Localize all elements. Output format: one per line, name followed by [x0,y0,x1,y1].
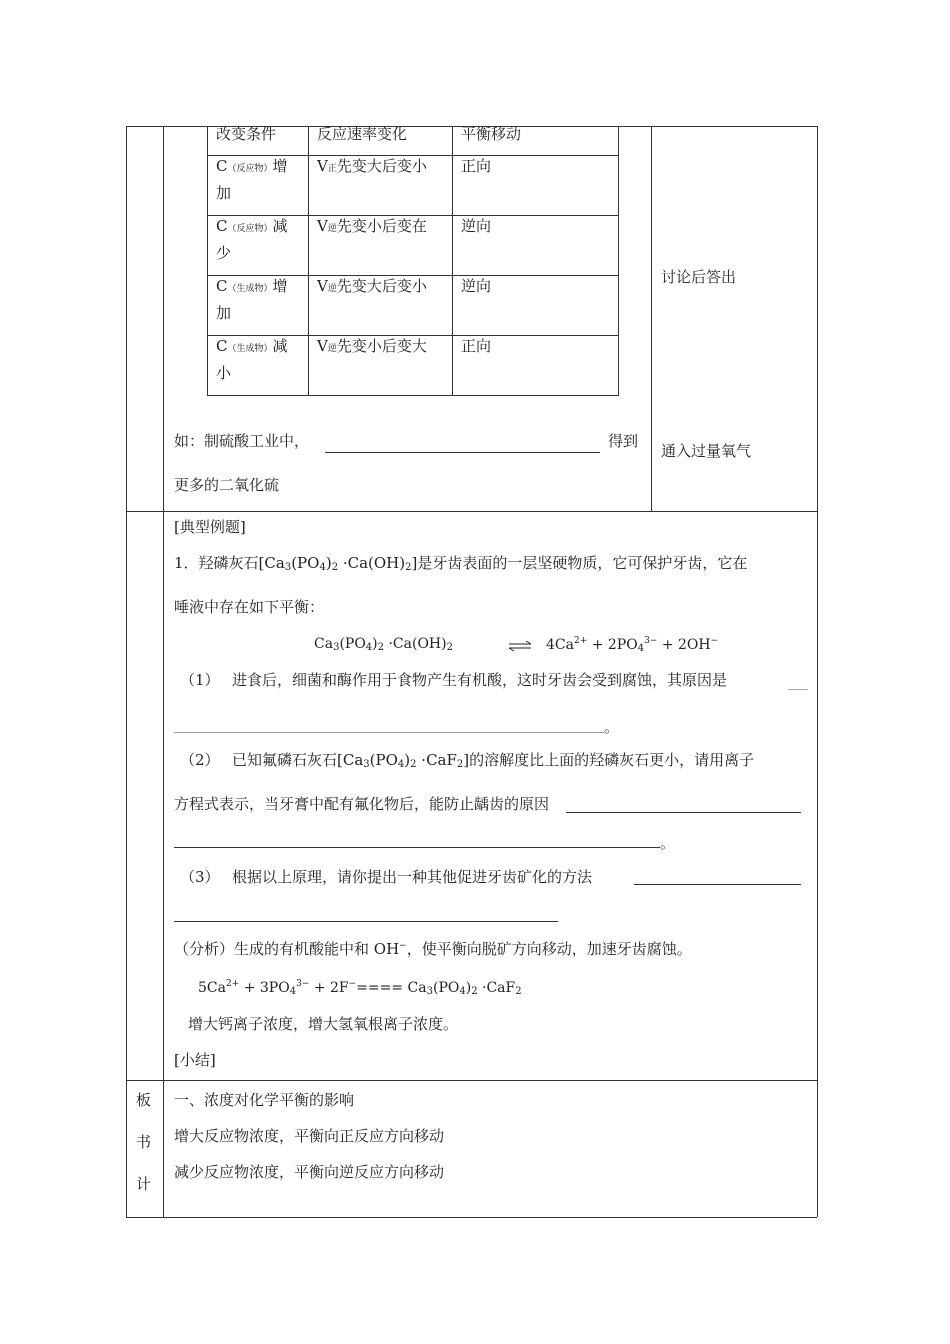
answer-blank-3a [634,884,801,885]
equation-right: $4Ca^{2+} + 2PO_4^{3-} + 2OH^-$ [546,636,719,654]
ct-row-line [207,395,618,396]
row-divider-2 [126,1080,817,1081]
example-line2: 更多的二氧化硫 [174,476,280,494]
ct-row-condition-line2: 小 [216,364,232,382]
board-line-1: 一、浓度对化学平衡的影响 [174,1091,355,1109]
equilibrium-arrow-icon [508,640,532,652]
ct-row-condition: C（反应物）增 [216,157,288,175]
note-discuss: 讨论后答出 [661,268,737,286]
ct-row-condition: C（生成物）减 [216,337,288,355]
ct-row-line [207,275,618,276]
board-line-2: 增大反应物浓度，平衡向正反应方向移动 [174,1127,445,1145]
part-1-text: 进食后，细菌和酶作用于食物产生有机酸，这时牙齿会受到腐蚀，其原因是 [232,671,728,689]
part-1-period: 。 [604,718,620,736]
answer-blank-1 [174,732,604,733]
ct-row-rate: V正先变大后变小 [317,157,427,175]
outer-right-border [817,126,818,1217]
answer-2-equation: $5Ca^{2+} + 3PO_4^{3-} + 2F^-==== Ca_3(PO_4)_2 \cdot CaF_2$ [198,979,522,997]
note-oxygen: 通入过量氧气 [661,442,752,460]
outer-left-border [126,126,127,1217]
question-1-line1: 1．羟磷灰石$[Ca_3(PO_4)_2 \cdot Ca(OH)_2]$是牙齿表面的一层坚硬物质，它可保护牙齿，它在 [174,554,748,573]
analysis-text: （分析）生成的有机酸能中和 OH−，使平衡向脱矿方向移动，加速牙齿腐蚀。 [174,940,692,958]
answer-3-text: 增大钙离子浓度，增大氢氧根离子浓度。 [188,1015,459,1033]
question-1-line2: 唾液中存在如下平衡： [174,598,325,616]
ct-row-condition-line2: 加 [216,184,232,202]
example-prefix: 如：制硫酸工业中， [174,432,310,450]
row-divider-1 [126,511,817,512]
ct-row-rate: V逆先变小后变大 [317,337,427,355]
part-2-text: 已知氟磷石灰石$[Ca_3(PO_4)_2 \cdot CaF_2]$的溶解度比上面的羟磷灰石更小，请用离子 [232,751,755,770]
outer-bottom-border [126,1217,817,1218]
equation-left: $Ca_3(PO_4)_2 \cdot Ca(OH)_2$ [314,636,453,653]
ct-col-line [308,126,309,396]
ct-header-rate: 反应速率变化 [317,125,408,143]
board-label-char: 书 [136,1133,152,1151]
board-label-char: 计 [136,1175,152,1193]
summary-heading: [小结] [174,1051,216,1069]
answer-blank-2a [566,812,801,813]
part-2-period: 。 [660,834,676,852]
part-3-text: 根据以上原理，请你提出一种其他促进牙齿矿化的方法 [232,868,593,886]
board-line-3: 减少反应物浓度，平衡向逆反应方向移动 [174,1163,445,1181]
ct-row-shift: 逆向 [461,277,492,295]
ct-row-line [207,215,618,216]
ct-row-condition: C（生成物）增 [216,277,288,295]
part-2-line2: 方程式表示，当牙膏中配有氟化物后，能防止龋齿的原因 [174,795,550,813]
blank-line [788,689,808,690]
right-col-border [651,126,652,511]
part-2-number: （2） [180,751,220,769]
part-1-number: （1） [180,671,220,689]
answer-blank-2b [174,847,660,848]
answer-blank-3b [174,921,558,922]
blank-line [325,452,600,453]
ct-row-shift: 逆向 [461,217,492,235]
ct-header-shift: 平衡移动 [461,125,522,143]
ct-row-condition-line2: 少 [216,244,232,262]
ct-row-rate: V逆先变小后变在 [317,217,427,235]
section-heading-examples: [典型例题] [174,518,246,536]
ct-row-rate: V逆先变大后变小 [317,277,427,295]
ct-col-line [207,126,208,396]
ct-row-line [207,155,618,156]
ct-row-condition-line2: 加 [216,304,232,322]
ct-row-shift: 正向 [461,337,492,355]
example-suffix: 得到 [608,432,639,450]
board-label-char: 板 [136,1091,152,1109]
label-col-border [163,126,164,1217]
ct-col-line [618,126,619,396]
ct-header-condition: 改变条件 [216,125,277,143]
ct-row-condition: C（反应物）减 [216,217,288,235]
part-3-number: （3） [180,868,220,886]
ct-col-line [452,126,453,396]
ct-row-shift: 正向 [461,157,492,175]
ct-row-line [207,335,618,336]
